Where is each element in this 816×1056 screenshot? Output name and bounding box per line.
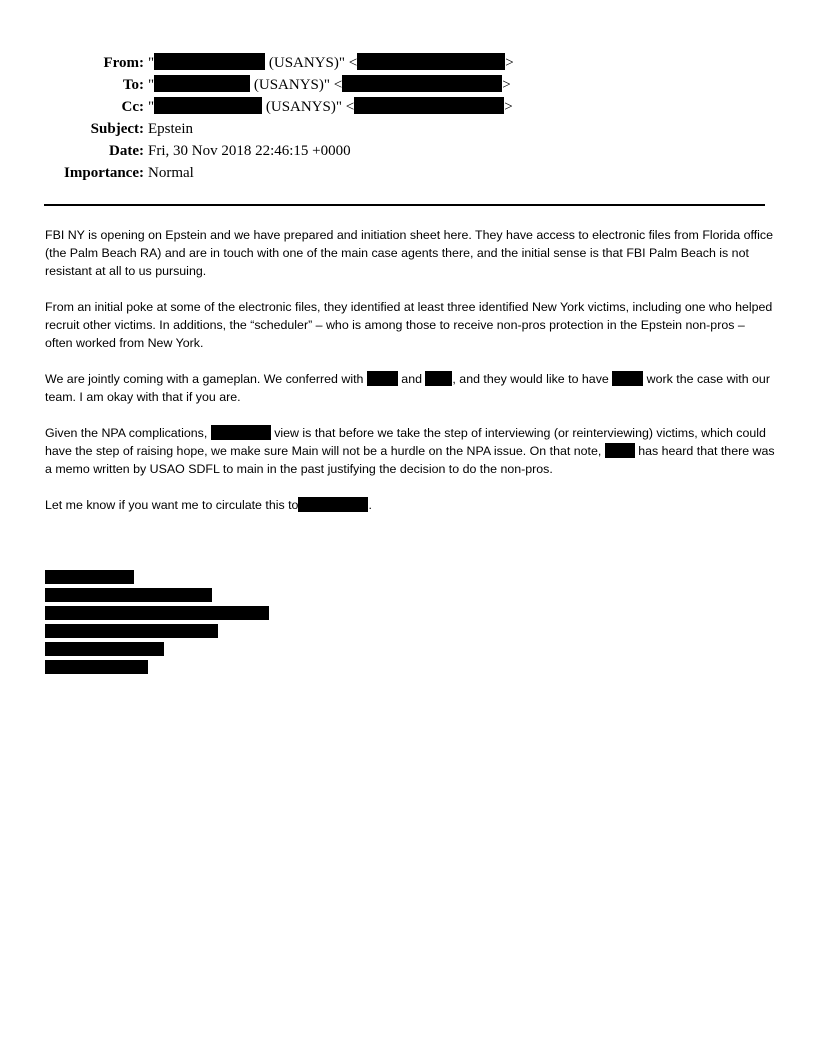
redaction-block: [425, 371, 452, 386]
to-label: To:: [122, 77, 144, 93]
from-addr-close: >: [505, 55, 514, 71]
redaction-block: [342, 75, 502, 92]
redaction-block: [354, 97, 504, 114]
redaction-block: [211, 425, 271, 440]
to-suffix: (USANYS)": [253, 77, 331, 93]
redaction-block: [45, 642, 164, 656]
text-segment: work the case with our team. I am okay with that if you are.: [45, 372, 770, 404]
importance-value: Normal: [148, 165, 194, 181]
redaction-block: [605, 443, 635, 458]
from-quote: ": [148, 55, 155, 71]
text-segment: view is that before we take the step of interviewing (or reinterviewing) victims, which could have the step of raising hope, we make sure Main will not be a hurdle on the NPA issue. On that note,: [45, 426, 766, 458]
redaction-block: [45, 624, 218, 638]
signature-block: [45, 570, 269, 678]
from-value: [148, 52, 514, 74]
text-segment: , and they would like to have: [452, 372, 613, 386]
cc-label: Cc:: [121, 99, 144, 115]
redaction-block: [154, 75, 250, 92]
redaction-block: [154, 53, 265, 70]
importance-label: Importance:: [64, 165, 144, 181]
body-paragraph: [45, 496, 775, 514]
text-segment: and: [397, 372, 426, 386]
date-row: [0, 140, 816, 162]
from-addr-open: <: [348, 55, 358, 71]
email-header: [0, 52, 816, 184]
to-row: [0, 74, 816, 96]
redaction-block: [298, 497, 368, 512]
to-value: [148, 74, 511, 96]
redaction-block: [154, 97, 262, 114]
to-addr-open: <: [333, 77, 343, 93]
cc-quote: ": [148, 99, 155, 115]
body-paragraph: From an initial poke at some of the electronic files, they identified at least three identified New York victims, including one who helped recruit other victims. In additions, the “scheduler” – who is among those to receive non-pros protection in the Epstein non-pros – often worked from New York.: [45, 300, 773, 350]
to-addr-close: >: [502, 77, 511, 93]
redaction-block: [357, 53, 505, 70]
body-paragraph: [45, 424, 775, 478]
cc-value: [148, 96, 513, 118]
text-segment: .: [368, 498, 372, 512]
cc-addr-open: <: [345, 99, 355, 115]
subject-value: Epstein: [148, 121, 193, 137]
text-segment: has heard that there was a memo written by USAO SDFL to main in the past justifying the decision to do the non-pros.: [45, 444, 775, 476]
redaction-block: [612, 371, 643, 386]
text-segment: Given the NPA complications,: [45, 426, 211, 440]
header-divider: [44, 204, 765, 206]
to-quote: ": [148, 77, 155, 93]
redaction-block: [45, 570, 134, 584]
from-suffix: (USANYS)": [268, 55, 346, 71]
subject-label: Subject:: [90, 121, 144, 137]
text-segment: We are jointly coming with a gameplan. We conferred with: [45, 372, 367, 386]
email-body: [45, 226, 775, 532]
cc-suffix: (USANYS)": [265, 99, 343, 115]
from-label: From:: [103, 55, 144, 71]
body-paragraph: [45, 370, 775, 406]
cc-addr-close: >: [504, 99, 513, 115]
text-segment: Let me know if you want me to circulate this to: [45, 498, 299, 512]
redaction-block: [45, 660, 148, 674]
body-paragraph: FBI NY is opening on Epstein and we have prepared and initiation sheet here. They have access to electronic files from Florida office (the Palm Beach RA) and are in touch with one of the main case agents there, and the initial sense is that FBI Palm Beach is not resistant at all to us pursuing.: [45, 228, 774, 278]
redaction-block: [367, 371, 398, 386]
date-label: Date:: [109, 143, 144, 159]
importance-row: [0, 162, 816, 184]
redaction-block: [45, 606, 269, 620]
subject-row: [0, 118, 816, 140]
date-value: Fri, 30 Nov 2018 22:46:15 +0000: [148, 143, 351, 159]
cc-row: [0, 96, 816, 118]
redaction-block: [45, 588, 212, 602]
from-row: [0, 52, 816, 74]
